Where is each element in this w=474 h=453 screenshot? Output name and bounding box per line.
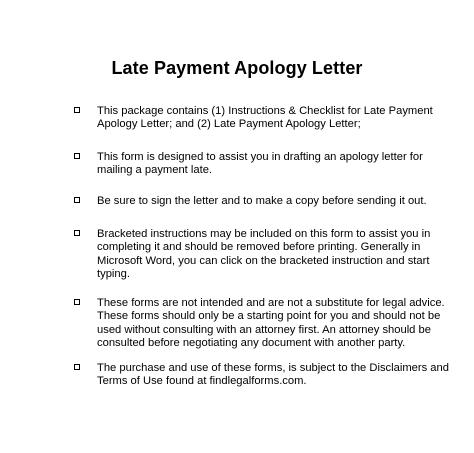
text-line: Apology Letter; and (2) Late Payment Apology Letter; — [97, 118, 361, 131]
document-title: Late Payment Apology Letter — [111, 58, 363, 78]
checklist-item-text — [97, 362, 449, 389]
text-line: This package contains (1) Instructions & Checklist for Late Payment — [97, 105, 433, 117]
checkbox-bullet-icon — [74, 364, 80, 370]
checklist-item-text — [97, 195, 427, 208]
text-line: mailing a payment late. — [97, 164, 213, 177]
checkbox-bullet-icon — [74, 153, 80, 159]
checkbox-bullet-icon — [74, 197, 80, 203]
checklist-item-text — [97, 105, 433, 132]
text-line: This form is designed to assist you in drafting an apology letter for — [97, 151, 423, 163]
checkbox-bullet-icon — [74, 299, 80, 305]
checklist-item-text — [97, 151, 423, 178]
text-line: These forms are not intended and are not a substitute for legal advice. — [97, 297, 445, 309]
checkbox-bullet-icon — [74, 107, 80, 113]
checklist-item-text — [97, 297, 445, 350]
text-line: Microsoft Word, you can click on the bracketed instruction and start — [97, 254, 430, 267]
text-line: Terms of Use found at findlegalforms.com. — [97, 375, 307, 388]
text-line: The purchase and use of these forms, is subject to the Disclaimers and — [97, 362, 449, 374]
text-line: used without consulting with an attorney first. An attorney should be — [97, 323, 431, 336]
checkbox-bullet-icon — [74, 230, 80, 236]
text-line: typing. — [97, 267, 130, 280]
checklist-item-text — [97, 228, 431, 281]
text-line: completing it and should be removed before printing. Generally in — [97, 241, 421, 254]
text-line: These forms should only be a starting point for you and should not be — [97, 310, 441, 323]
text-line: Bracketed instructions may be included on this form to assist you in — [97, 228, 431, 240]
text-line: consulted before negotiating any document with another party. — [97, 336, 406, 349]
text-line: Be sure to sign the letter and to make a copy before sending it out. — [97, 195, 427, 207]
